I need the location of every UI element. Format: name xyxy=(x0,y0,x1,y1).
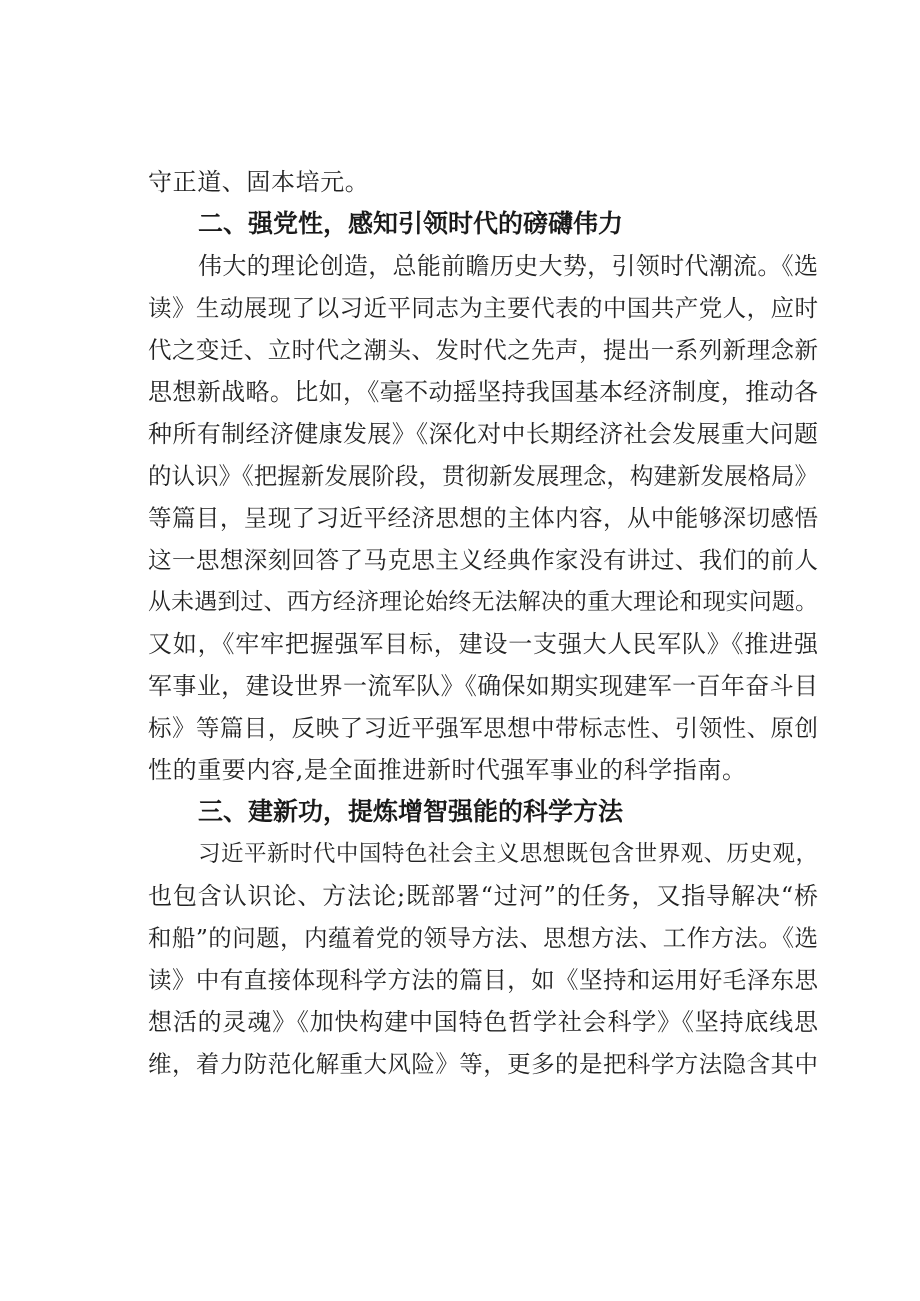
body-line: 的认识》《把握新发展阶段，贯彻新发展理念，构建新发展格局》 xyxy=(148,462,818,490)
body-line: 和船”的问题，内蕴着党的领导方法、思想方法、工作方法。《选 xyxy=(148,924,818,952)
body-line: 标》等篇目，反映了习近平强军思想中带标志性、引领性、原创 xyxy=(148,714,818,742)
body-line: 种所有制经济健康发展》《深化对中长期经济社会发展重大问题 xyxy=(148,420,818,448)
body-line: 又如，《牢牢把握强军目标，建设一支强大人民军队》《推进强 xyxy=(148,630,818,658)
body-line: 维，着力防范化解重大风险》等，更多的是把科学方法隐含其中 xyxy=(148,1050,818,1078)
body-line: 性的重要内容,是全面推进新时代强军事业的科学指南。 xyxy=(148,756,747,784)
body-line: 读》中有直接体现科学方法的篇目，如《坚持和运用好毛泽东思 xyxy=(148,966,818,994)
section-heading: 三、建新功，提炼增智强能的科学方法 xyxy=(198,797,624,826)
body-line: 伟大的理论创造，总能前瞻历史大势，引领时代潮流。《选 xyxy=(198,252,818,280)
body-line: 也包含认识论、方法论;既部署“过河”的任务，又指导解决“桥 xyxy=(148,882,818,910)
body-line: 代之变迁、立时代之潮头、发时代之先声，提出一系列新理念新 xyxy=(148,336,818,364)
document-page xyxy=(148,161,818,1085)
body-line: 从未遇到过、西方经济理论始终无法解决的重大理论和现实问题。 xyxy=(148,589,818,615)
section-heading: 二、强党性，感知引领时代的磅礴伟力 xyxy=(198,209,624,238)
body-line: 读》生动展现了以习近平同志为主要代表的中国共产党人，应时 xyxy=(148,294,818,322)
body-line: 等篇目，呈现了习近平经济思想的主体内容，从中能够深切感悟 xyxy=(148,504,818,532)
body-line: 想活的灵魂》《加快构建中国特色哲学社会科学》《坚持底线思 xyxy=(148,1008,818,1036)
body-line: 军事业，建设世界一流军队》《确保如期实现建军一百年奋斗目 xyxy=(148,672,818,700)
body-line: 这一思想深刻回答了马克思主义经典作家没有讲过、我们的前人 xyxy=(148,546,818,574)
body-line: 思想新战略。比如，《毫不动摇坚持我国基本经济制度，推动各 xyxy=(148,378,818,406)
body-line: 守正道、固本培元。 xyxy=(148,168,370,196)
body-line: 习近平新时代中国特色社会主义思想既包含世界观、历史观， xyxy=(198,841,818,867)
